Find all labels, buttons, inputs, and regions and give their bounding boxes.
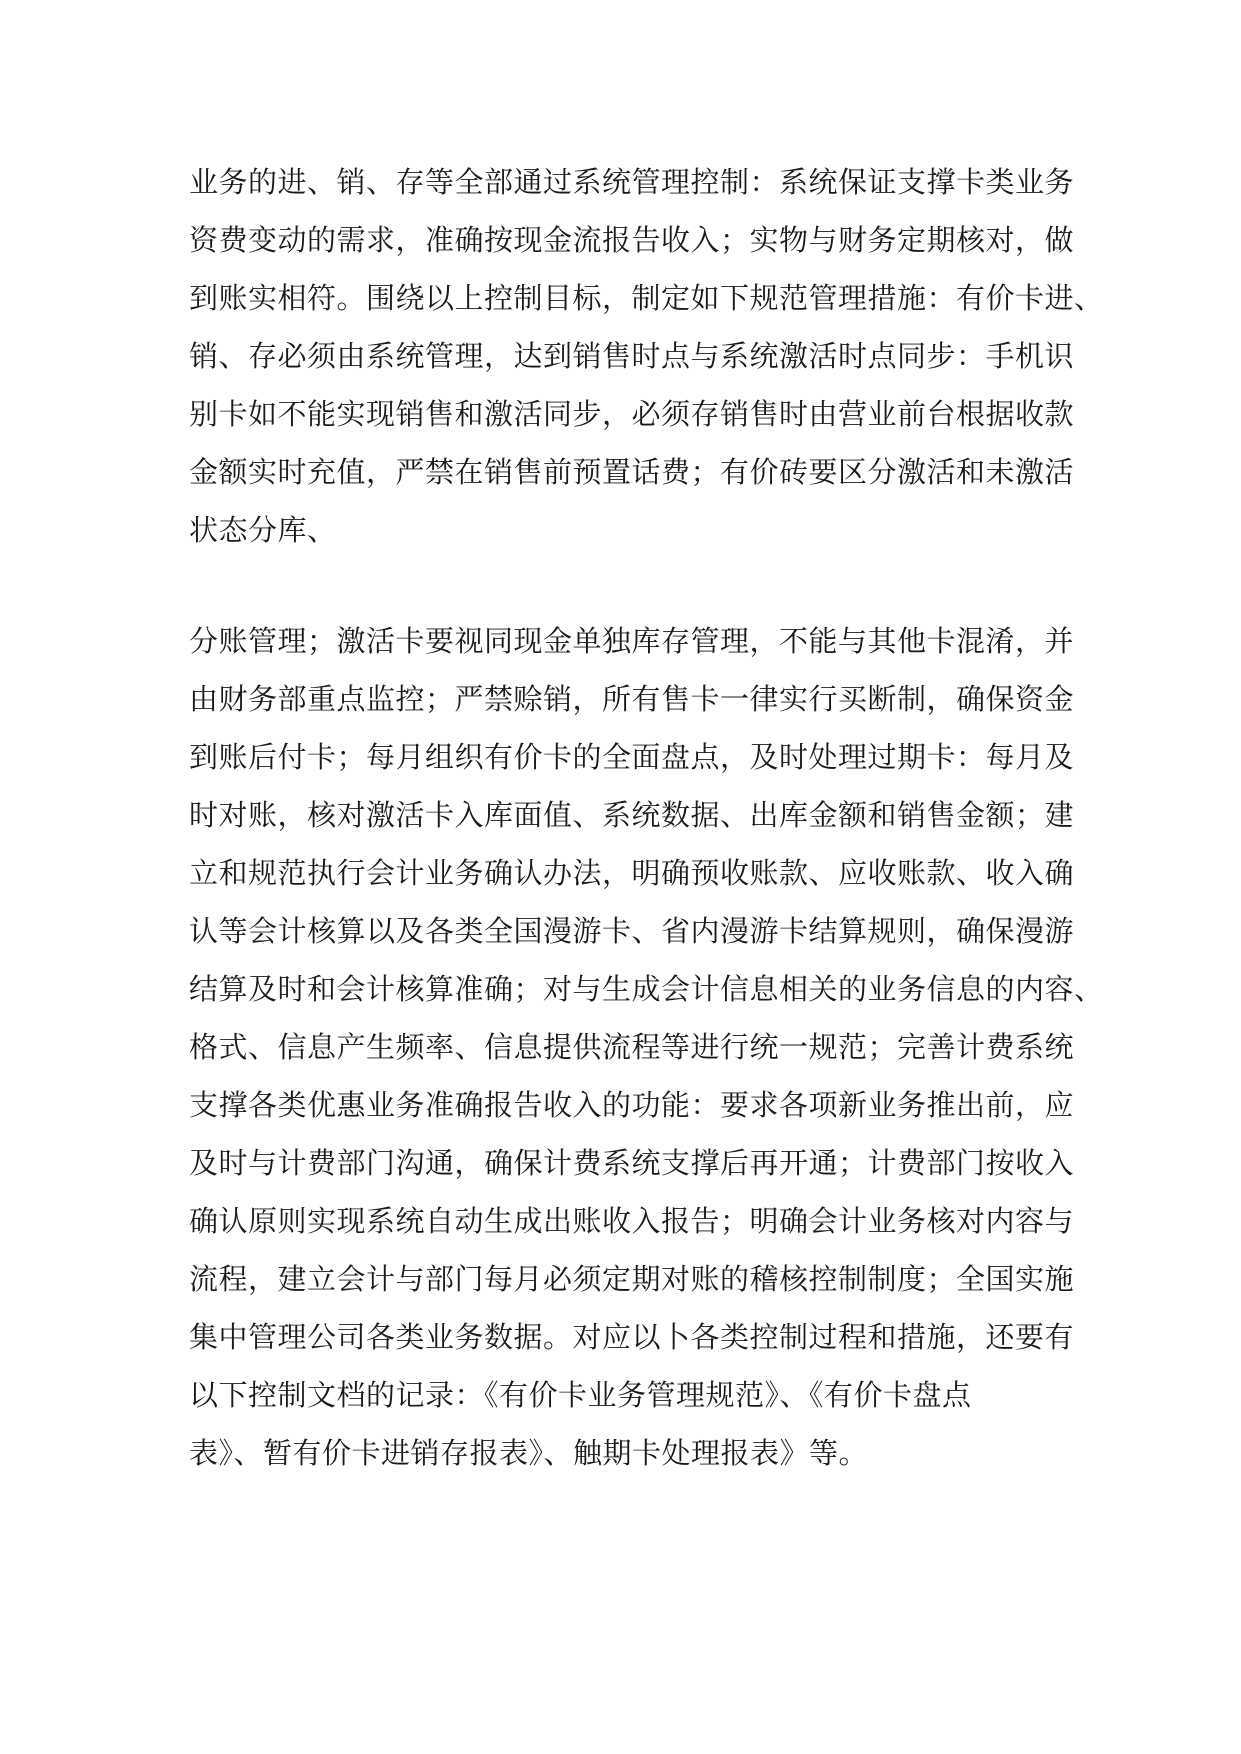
paragraph-line: 及时与计费部门沟通，确保计费系统支撑后再开通；计费部门按收入 [189,1146,1075,1180]
paragraph-line: 流程，建立会计与部门每月必须定期对账的稽核控制制度；全国实施 [189,1262,1075,1296]
paragraph-line: 别卡如不能实现销售和激活同步，必须存销售时由营业前台根据收款 [189,397,1075,431]
paragraph-line: 结算及时和会计核算准确；对与生成会计信息相关的业务信息的内容、 [189,972,1104,1006]
paragraph-line: 业务的进、销、存等全部通过系统管理控制：系统保证支撑卡类业务 [189,165,1075,199]
paragraph-line: 到账实相符。围绕以上控制目标，制定如下规范管理措施：有价卡进、 [189,281,1104,315]
paragraph-line: 以下控制文档的记录：《有价卡业务管理规范》、《有价卡盘点 [189,1378,972,1412]
paragraph-line: 分账管理；激活卡要视同现金单独库存管理，不能与其他卡混淆，并 [189,624,1075,658]
paragraph-line: 时对账，核对激活卡入库面值、系统数据、出库金额和销售金额；建 [189,798,1075,832]
paragraph-line: 由财务部重点监控；严禁赊销，所有售卡一律实行买断制，确保资金 [189,682,1075,716]
paragraph-line: 资费变动的需求，准确按现金流报告收入；实物与财务定期核对，做 [189,223,1075,257]
paragraph-line: 状态分库、 [189,513,337,547]
paragraph-line: 确认原则实现系统自动生成出账收入报告；明确会计业务核对内容与 [189,1204,1075,1238]
paragraph-line: 到账后付卡；每月组织有价卡的全面盘点，及时处理过期卡：每月及 [189,740,1075,774]
paragraph-line: 认等会计核算以及各类全国漫游卡、省内漫游卡结算规则，确保漫游 [189,914,1075,948]
paragraph-line: 支撑各类优惠业务准确报告收入的功能：要求各项新业务推出前，应 [189,1088,1075,1122]
paragraph-line: 表》、暂有价卡进销存报表》、触期卡处理报表》等。 [189,1436,869,1470]
paragraph-line: 立和规范执行会计业务确认办法，明确预收账款、应收账款、收入确 [189,856,1075,890]
paragraph-line: 格式、信息产生频率、信息提供流程等进行统一规范；完善计费系统 [189,1030,1075,1064]
paragraph-line: 集中管理公司各类业务数据。对应以卜各类控制过程和措施，还要有 [189,1320,1075,1354]
paragraph-line: 金额实时充值，严禁在销售前预置话费；有价砖要区分激活和未激活 [189,455,1075,489]
paragraph-line: 销、存必须由系统管理，达到销售时点与系统激活时点同步：手机识 [189,339,1075,373]
